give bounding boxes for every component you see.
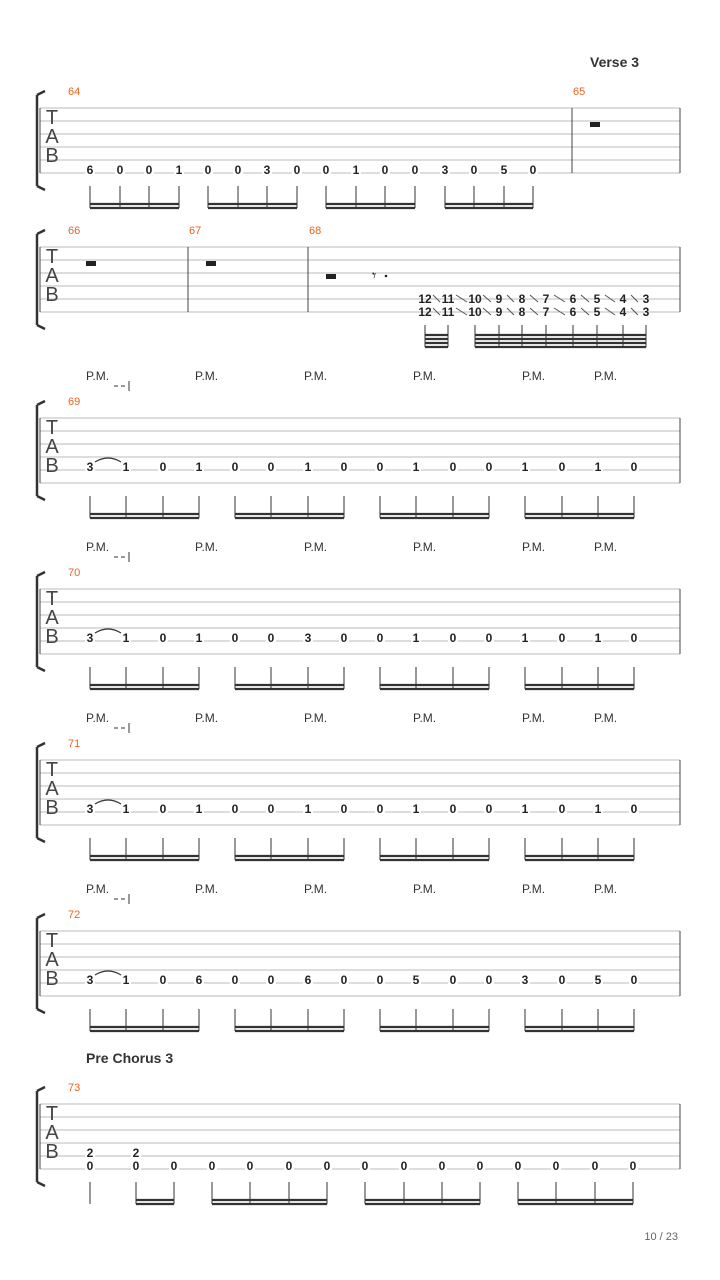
fret-number: 0	[629, 1159, 637, 1173]
fret-number: 0	[400, 1159, 408, 1173]
fret-number: 4	[619, 305, 627, 319]
rest-symbol	[326, 274, 336, 279]
fret-number: 0	[449, 460, 457, 474]
tie-arc	[95, 458, 121, 462]
fret-number: 3	[441, 163, 449, 177]
fret-number: 0	[476, 1159, 484, 1173]
fret-number: 1	[122, 460, 130, 474]
bar-number: 67	[189, 225, 202, 237]
fret-number: 0	[376, 460, 384, 474]
fret-number: 0	[231, 460, 239, 474]
tab-clef-letter: T	[45, 107, 59, 129]
fret-number: 0	[159, 631, 167, 645]
tab-clef-letter: B	[45, 145, 59, 167]
fret-number: 0	[485, 631, 493, 645]
fret-number: 3	[86, 802, 94, 816]
palm-mute-label: P.M.	[86, 369, 110, 383]
fret-number: 1	[122, 631, 130, 645]
fret-number: 0	[159, 802, 167, 816]
bar-number: 72	[68, 909, 81, 921]
dot	[385, 275, 388, 278]
fret-number: 0	[376, 631, 384, 645]
palm-mute-label: P.M.	[304, 882, 328, 896]
fret-number: 5	[594, 973, 602, 987]
fret-number: 1	[412, 460, 420, 474]
palm-mute-label: P.M.	[304, 711, 328, 725]
fret-number: 0	[285, 1159, 293, 1173]
fret-number: 0	[630, 460, 638, 474]
bar-number: 73	[68, 1082, 81, 1094]
fret-number: 0	[591, 1159, 599, 1173]
tab-clef-letter: A	[45, 949, 59, 971]
fret-number: 1	[304, 460, 312, 474]
tab-clef-letter: B	[45, 968, 59, 990]
system-bracket	[37, 572, 45, 671]
fret-number: 0	[293, 163, 301, 177]
tie-arc	[95, 971, 121, 975]
palm-mute-label: P.M.	[86, 882, 110, 896]
fret-number: 0	[411, 163, 419, 177]
fret-number: 1	[521, 802, 529, 816]
fret-number: 1	[175, 163, 183, 177]
page-number: 10 / 23	[644, 1231, 678, 1243]
tab-clef-letter: T	[45, 588, 59, 610]
palm-mute-label: P.M.	[594, 711, 618, 725]
palm-mute-label: P.M.	[86, 711, 110, 725]
palm-mute-label: P.M.	[594, 540, 618, 554]
fret-number: 8	[518, 305, 526, 319]
bar-number: 64	[68, 86, 81, 98]
bar-number: 69	[68, 396, 81, 408]
tab-clef-letter: B	[45, 455, 59, 477]
fret-number: 10	[468, 305, 482, 319]
fret-number: 0	[204, 163, 212, 177]
palm-mute-label: P.M.	[195, 540, 219, 554]
section-label-verse: Verse 3	[590, 54, 640, 70]
palm-mute-label: P.M.	[195, 369, 219, 383]
fret-number: 0	[159, 973, 167, 987]
palm-mute-label: P.M.	[413, 369, 437, 383]
fret-number: 0	[340, 631, 348, 645]
fret-number: 5	[593, 305, 601, 319]
fret-number: 0	[231, 973, 239, 987]
palm-mute-label: P.M.	[594, 369, 618, 383]
fret-number: 3	[86, 460, 94, 474]
fret-number: 3	[263, 163, 271, 177]
fret-number: 0	[438, 1159, 446, 1173]
fret-number: 8	[518, 292, 526, 306]
fret-number: 9	[495, 292, 503, 306]
fret-number: 0	[145, 163, 153, 177]
fret-number: 1	[412, 631, 420, 645]
fret-number: 0	[267, 631, 275, 645]
fret-number: 0	[267, 460, 275, 474]
palm-mute-label: P.M.	[195, 711, 219, 725]
fret-number: 0	[449, 973, 457, 987]
fret-number: 0	[558, 631, 566, 645]
tab-clef-letter: B	[45, 797, 59, 819]
fret-number: 0	[485, 802, 493, 816]
tab-clef-letter: B	[45, 284, 59, 306]
fret-number: 0	[267, 802, 275, 816]
fret-number: 2	[86, 1146, 94, 1160]
fret-number: 1	[122, 802, 130, 816]
section-label-pre-chorus: Pre Chorus 3	[86, 1050, 174, 1066]
fret-number: 1	[195, 802, 203, 816]
fret-number: 0	[449, 631, 457, 645]
fret-number: 1	[521, 460, 529, 474]
fret-number: 1	[304, 802, 312, 816]
fret-number: 0	[170, 1159, 178, 1173]
fret-number: 3	[304, 631, 312, 645]
palm-mute-label: P.M.	[86, 540, 110, 554]
fret-number: 0	[231, 631, 239, 645]
fret-number: 12	[418, 292, 432, 306]
fret-number: 6	[304, 973, 312, 987]
tab-clef-letter: T	[45, 246, 59, 268]
tab-clef-letter: B	[45, 626, 59, 648]
palm-mute-label: P.M.	[522, 711, 546, 725]
fret-number: 3	[642, 305, 650, 319]
tie-arc	[95, 629, 121, 633]
fret-number: 0	[116, 163, 124, 177]
tab-clef-letter: T	[45, 1103, 59, 1125]
tab-clef-letter: A	[45, 265, 59, 287]
fret-number: 6	[195, 973, 203, 987]
fret-number: 7	[542, 292, 550, 306]
fret-number: 0	[159, 460, 167, 474]
fret-number: 11	[441, 305, 455, 319]
fret-number: 4	[619, 292, 627, 306]
fret-number: 5	[412, 973, 420, 987]
system-bracket	[37, 743, 45, 842]
fret-number: 11	[441, 292, 455, 306]
system-bracket	[37, 401, 45, 500]
fret-number: 0	[340, 973, 348, 987]
fret-number: 3	[86, 973, 94, 987]
palm-mute-label: P.M.	[413, 711, 437, 725]
palm-mute-label: P.M.	[195, 882, 219, 896]
fret-number: 1	[122, 973, 130, 987]
tab-clef-letter: T	[45, 417, 59, 439]
fret-number: 5	[500, 163, 508, 177]
bar-number: 66	[68, 225, 81, 237]
system-bracket	[37, 91, 45, 190]
fret-number: 0	[485, 460, 493, 474]
fret-number: 0	[630, 973, 638, 987]
fret-number: 10	[468, 292, 482, 306]
bar-number: 70	[68, 567, 81, 579]
fret-number: 0	[558, 802, 566, 816]
fret-number: 1	[195, 631, 203, 645]
fret-number: 1	[521, 631, 529, 645]
fret-number: 0	[132, 1159, 140, 1173]
fret-number: 6	[86, 163, 94, 177]
tab-clef-letter: A	[45, 436, 59, 458]
fret-number: 1	[352, 163, 360, 177]
fret-number: 0	[340, 460, 348, 474]
fret-number: 1	[594, 631, 602, 645]
fret-number: 0	[558, 973, 566, 987]
fret-number: 0	[361, 1159, 369, 1173]
fret-number: 0	[323, 1159, 331, 1173]
palm-mute-label: P.M.	[413, 540, 437, 554]
rest-symbol	[86, 261, 96, 266]
fret-number: 3	[521, 973, 529, 987]
system-bracket	[37, 230, 45, 329]
palm-mute-label: P.M.	[522, 369, 546, 383]
fret-number: 7	[542, 305, 550, 319]
fret-number: 0	[552, 1159, 560, 1173]
fret-number: 0	[86, 1159, 94, 1173]
fret-number: 6	[569, 292, 577, 306]
palm-mute-label: P.M.	[304, 369, 328, 383]
tab-clef-letter: A	[45, 126, 59, 148]
system-bracket	[37, 1087, 45, 1186]
fret-number: 0	[246, 1159, 254, 1173]
eighth-rest-symbol: 𝄾	[372, 266, 377, 285]
fret-number: 0	[514, 1159, 522, 1173]
fret-number: 0	[231, 802, 239, 816]
fret-number: 0	[208, 1159, 216, 1173]
palm-mute-label: P.M.	[413, 882, 437, 896]
rest-symbol	[206, 261, 216, 266]
fret-number: 1	[195, 460, 203, 474]
fret-number: 3	[642, 292, 650, 306]
tab-clef-letter: T	[45, 759, 59, 781]
fret-number: 0	[630, 631, 638, 645]
rest-symbol	[590, 122, 600, 127]
palm-mute-label: P.M.	[522, 540, 546, 554]
fret-number: 9	[495, 305, 503, 319]
palm-mute-label: P.M.	[594, 882, 618, 896]
fret-number: 1	[412, 802, 420, 816]
bar-number: 71	[68, 738, 81, 750]
bar-number: 68	[309, 225, 322, 237]
palm-mute-label: P.M.	[522, 882, 546, 896]
fret-number: 0	[376, 802, 384, 816]
fret-number: 1	[594, 802, 602, 816]
fret-number: 0	[630, 802, 638, 816]
fret-number: 2	[132, 1146, 140, 1160]
fret-number: 0	[340, 802, 348, 816]
tab-clef-letter: A	[45, 778, 59, 800]
tab-clef-letter: A	[45, 1122, 59, 1144]
fret-number: 5	[593, 292, 601, 306]
fret-number: 0	[558, 460, 566, 474]
tie-arc	[95, 800, 121, 804]
tab-clef-letter: T	[45, 930, 59, 952]
fret-number: 0	[485, 973, 493, 987]
fret-number: 0	[470, 163, 478, 177]
fret-number: 0	[376, 973, 384, 987]
fret-number: 6	[569, 305, 577, 319]
fret-number: 3	[86, 631, 94, 645]
fret-number: 0	[449, 802, 457, 816]
fret-number: 0	[267, 973, 275, 987]
bar-number: 65	[573, 86, 586, 98]
system-bracket	[37, 914, 45, 1013]
fret-number: 12	[418, 305, 432, 319]
fret-number: 0	[529, 163, 537, 177]
fret-number: 1	[594, 460, 602, 474]
fret-number: 0	[234, 163, 242, 177]
fret-number: 0	[322, 163, 330, 177]
palm-mute-label: P.M.	[304, 540, 328, 554]
fret-number: 0	[381, 163, 389, 177]
tab-clef-letter: B	[45, 1141, 59, 1163]
tab-clef-letter: A	[45, 607, 59, 629]
